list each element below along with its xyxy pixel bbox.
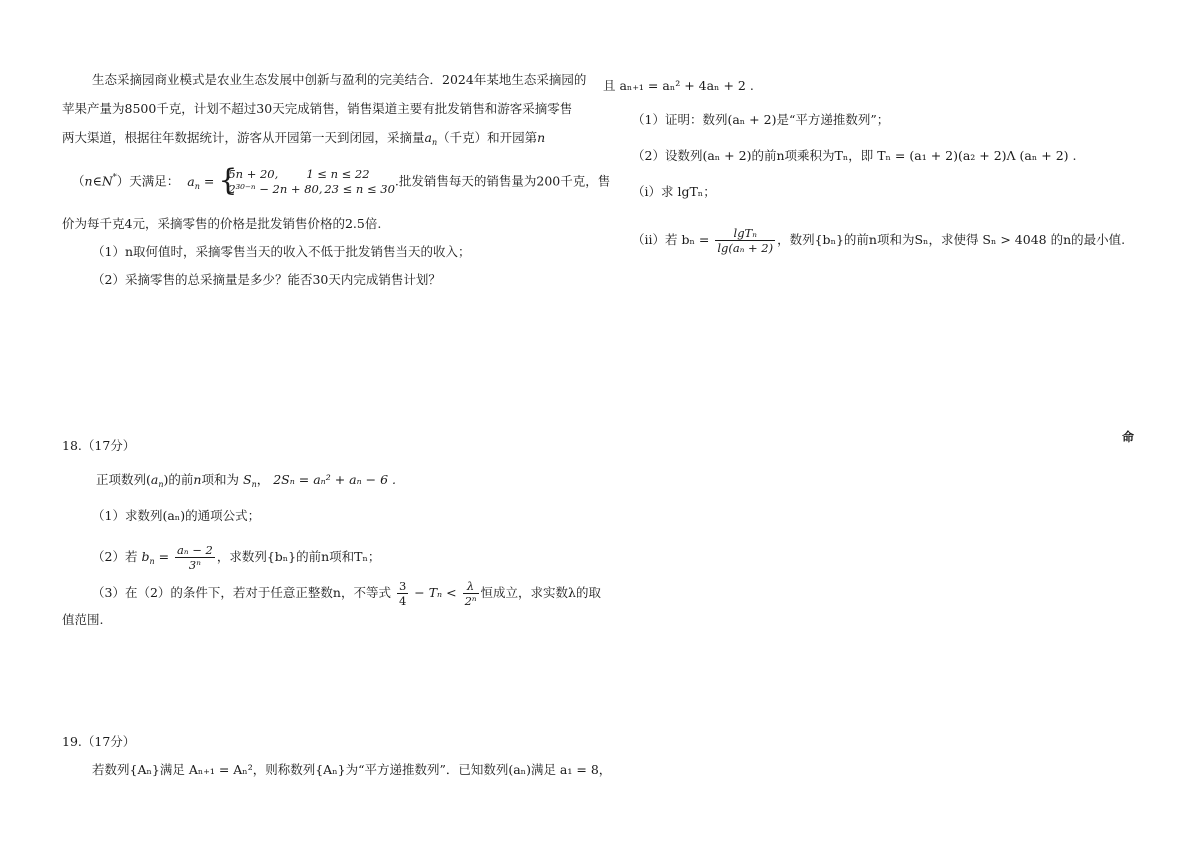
p19-qii: （ii）若 bₙ = $\frac{\text{lgTₙ}}{\text{lg(aₙ + 2)}}$ ，数列{bₙ}的前n项和为Sₙ，求使得 Sₙ > 4048 的n的最小值. (632, 226, 1126, 255)
p17-line4: （n∈N*）天满足： $a_n$ = { 5n + 20, 1 ≤ n ≤ 22 2³⁰⁻ⁿ − 2n + 80, 23 ≤ n ≤ 30 .批发销售每天的销售量为200千克，售 (72, 163, 611, 198)
p19-cont: 且 aₙ₊₁ = aₙ² + 4aₙ + 2 . (603, 78, 754, 93)
p19-qi: （i）求 lgTₙ； (632, 184, 716, 199)
p18-q3-cont: 值范围. (62, 612, 104, 627)
p18-q2: （2）若 $b_n$ = $\frac{\text{aₙ − 2}}{\text{3ⁿ}}$ ，求数列{bₙ}的前n项和Tₙ； (92, 543, 381, 572)
p19-line1: 若数列{Aₙ}满足 Aₙ₊₁ = Aₙ²，则称数列{Aₙ}为“平方递推数列”．已知数列(aₙ)满足 a₁ = 8， (92, 762, 612, 777)
p18-header: 18.（17分） (62, 438, 136, 453)
p17-line1: 生态采摘园商业模式是农业生态发展中创新与盈利的完美结合．2024年某地生态采摘园的 (92, 72, 587, 87)
p17-line3: 两大渠道，根据往年数据统计，游客从开园第一天到闭园，采摘量$a_n$（千克）和开园第n (62, 130, 546, 147)
p17-line5: 价为每千克4元，采摘零售的价格是批发销售价格的2.5倍. (62, 216, 382, 231)
p17-q1: （1）n取何值时，采摘零售当天的收入不低于批发销售当天的收入； (92, 244, 471, 259)
p18-q3: （3）在（2）的条件下，若对于任意正整数n，不等式 $\frac{3}{4}$ − Tₙ < $\frac{\lambda}{\text{2ⁿ}}$ 恒成立，求实数λ的取 (92, 579, 601, 608)
p19-q2: （2）设数列(aₙ + 2)的前n项乘积为Tₙ，即 Tₙ = (a₁ + 2)(a₂ + 2)Λ (aₙ + 2) . (632, 148, 1077, 163)
p17-line2: 苹果产量为8500千克，计划不超过30天完成销售，销售渠道主要有批发销售和游客采摘零售 (62, 101, 573, 116)
p19-q1: （1）证明：数列(aₙ + 2)是“平方递推数列”； (632, 112, 890, 127)
piecewise-definition: { 5n + 20, 1 ≤ n ≤ 22 2³⁰⁻ⁿ − 2n + 80, 23 ≤ n ≤ 30 (218, 163, 395, 198)
p17-q2: （2）采摘零售的总采摘量是多少？能否30天内完成销售计划？ (92, 272, 441, 287)
p19-header: 19.（17分） (62, 734, 136, 749)
p18-stem: 正项数列$(a_n)$的前n项和为 $S_n$， 2Sₙ = aₙ² + aₙ − 6 . (96, 472, 397, 489)
p18-q1: （1）求数列(aₙ)的通项公式； (92, 508, 261, 523)
stray-character: 命 (1122, 430, 1135, 444)
